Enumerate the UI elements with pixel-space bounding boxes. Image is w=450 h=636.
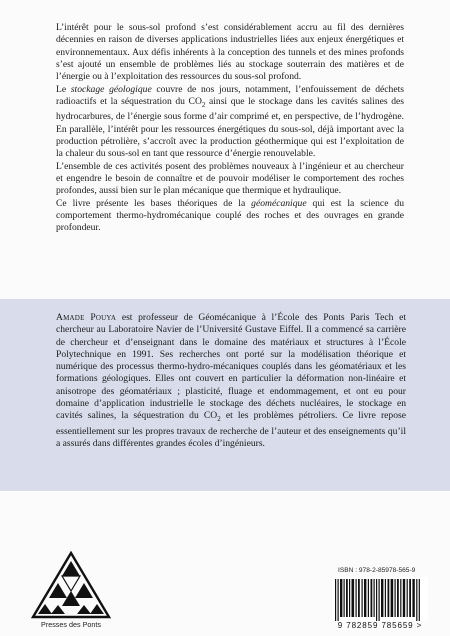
author-bio-text-b: et les problèmes pétroliers. Ce livre repose essentiellement sur les propres travaux de recherche de l’auteur et des enseignements qu’il a assurés dans différentes grandes écoles d’ingénieurs. <box>56 410 406 449</box>
barcode-icon <box>332 577 428 621</box>
author-bio-subscript: 2 <box>217 415 221 424</box>
author-bio-text-a: est professeur de Géomécanique à l’École des Ponts Paris Tech et chercheur au Laboratoire Navier de l’Université Gustave Eiffel. Il a commencé sa carrière de chercheur et d’enseignant dans le domaine des matériaux et structures à l’École Polytechnique en 1991. Ses recherches ont porté sur la modélisation théorique et numérique des processus thermo-hydro-mécaniques couplés dans les géomatériaux et les formations géologiques. Elles ont couvert en particulier la déformation non-linéaire et anisotrope des géomatériaux ; plasticité, fluage et endommagement, et ont eu pour domaine d’application industrielle le stockage des déchets nucléaires, le stockage en cavités salines, la séquestration du CO <box>56 312 406 422</box>
author-bio <box>56 312 406 450</box>
isbn-label: ISBN : 978-2-85978-565-9 <box>338 567 416 574</box>
intro-paragraph-2 <box>56 84 404 161</box>
p2-emphasis: stockage géologique <box>70 83 152 95</box>
intro-paragraph-4 <box>56 198 404 235</box>
author-name: Amade Pouya <box>56 312 117 323</box>
publisher-name: Presses des Ponts <box>41 620 101 629</box>
p2-text-a: Le <box>56 83 71 95</box>
p2-text-b: couvre de nos jours, notamment, l’enfouissement de déchets radioactifs et la séquestration du CO <box>56 83 404 108</box>
p4-text-b: qui est la science du comportement thermo-hydromécanique couplé des roches et des ouvrages en grande profondeur. <box>56 197 404 234</box>
p2-text-c: ainsi que le stockage dans les cavités salines des hydrocarbures, de l’énergie sous forme d’air comprimé et, en perspective, de l’hydrogène. En parallèle, l’intérêt pour les ressources énergétiques du sous-sol, déjà important avec la production pétrolière, s’accroît avec la production géothermique qui est l’exploitation de la chaleur du sous-sol en tant que ressource d’énergie renouvelable. <box>56 96 404 160</box>
p2-subscript: 2 <box>201 100 206 109</box>
intro-paragraph-3: L’ensemble de ces activités posent des problèmes nouveaux à l’ingénieur et au chercheur et engendre le besoin de connaître et de pouvoir modéliser le comportement des roches profondes, aussi bien sur le plan mécanique que thermique et hydraulique. <box>56 160 404 197</box>
back-cover-description <box>56 22 404 235</box>
barcode-number: 9 782859 785659 > <box>337 621 423 630</box>
pyramid-triangles-logo-icon <box>30 551 112 619</box>
p4-text-a: Ce livre présente les bases théoriques de la <box>56 197 252 209</box>
intro-paragraph-1: L’intérêt pour le sous-sol profond s’est considérablement accru au fil des dernières décennies en raison de diverses applications industrielles liées aux enjeux énergétiques et environnementaux. Aux défis inhérents à la conception des tunnels et des mines profonds s’est ajouté un ensemble de problèmes liés au stockage souterrain des matières et de l’énergie ou à l’exploitation des ressources du sous-sol profond. <box>56 22 404 83</box>
p4-emphasis: géomécanique <box>251 197 307 209</box>
